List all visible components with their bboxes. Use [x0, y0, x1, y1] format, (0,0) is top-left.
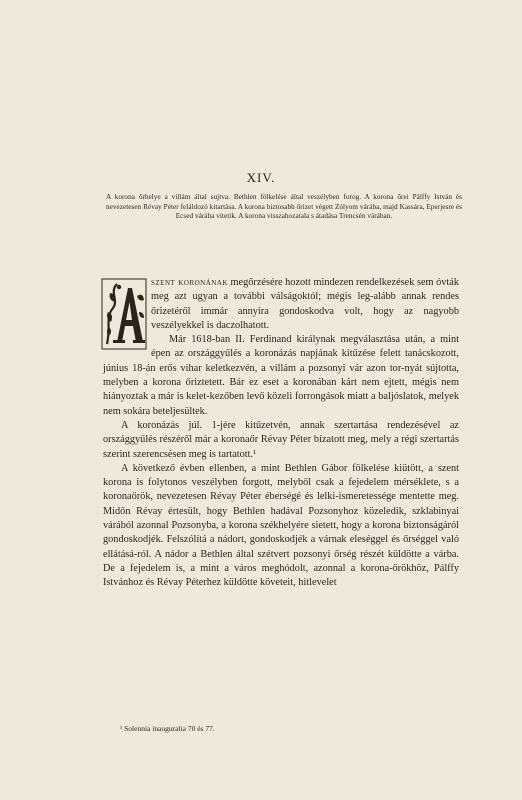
opening-words: szent koronának — [151, 277, 228, 288]
paragraph: Már 1618-ban II. Ferdinand királynak megválasztása után, a mint épen az országgyűlés a koronázás napjának kitűzése felett tanácskozott, június 18-án erős vihar keletkezvén, a villám a pozsonyi vár azon tor-nyát sújtotta, melyben a korona őriztetett. Bár ez eset a koronában kárt nem ejtett, mégis nem hiányoztak a már is kelet-kezőben levő közeli forrongások miatt a baljóslatok, melyek nem sokára beteljesültek. — [103, 334, 459, 417]
paragraph: A koronázás júl. 1-jére kitűzetvén, annak szertartása rendezésével az országgyűlés részéről már a koronaőr Révay Péter bízatott meg, mely a régi szertartás szerint szerencsésen meg is tartatott.¹ — [103, 419, 459, 460]
chapter-summary: A korona őrhelye a villám által sujtva. Bethlen fölkelése által veszélyben forog. A korona őrei Pálffy István és nevezetesen Révay Péter feláldozó kitartása. A korona biztosabb őrizet végett Zólyom várába, majd Kassára, Eperjesre és Ecsed várába vitetik. A korona visszahozatala s átadása Trencsén várában. — [106, 193, 462, 221]
paragraph-opening — [103, 276, 459, 333]
body-text — [103, 276, 459, 591]
paragraph-text: megőrzésére hozott mindezen rendelkezések sem óvták meg azt ugyan a további válságoktól; mégis leg-alább annak rendes őrizetéről immár annyira gondoskodva volt, hogy az nagyobb veszélyekkel is daczolhatott. — [151, 277, 459, 331]
paragraph: A következő évben ellenben, a mint Bethlen Gábor fölkelése kiütött, a szent korona is folytonos veszélyben forgott, melyből csak a fejedelem mérséklete, s a koronaőrök, nevezetesen Révay Péter éberségé és lelki-ismeretessége mentette meg. Midőn Révay értesült, hogy Bethlen hadával Pozsonyhoz közeledik, szklabinyai várából azonnal Pozsonyba, a korona székhelyére sietett, hogy a korona biztonságáról gondoskodjék. Felszólítá a nádort, gondoskodjék a várnak eleséggel és őrséggel való ellátásá-ról. A nádor a Bethlen által szétvert pozsonyi őrség részét küldötte a várba. De a fejedelem is, a mint a város meghódolt, azonnal a korona-őrökhöz, Pálffy Istvánhoz és Révay Péterhez küldötte követeit, hitlevelet — [103, 462, 459, 589]
footnote: ¹ Solennia inauguralia 70 és 77. — [120, 724, 215, 733]
chapter-number: XIV. — [246, 170, 276, 185]
ornamental-dropcap-icon — [101, 278, 147, 350]
